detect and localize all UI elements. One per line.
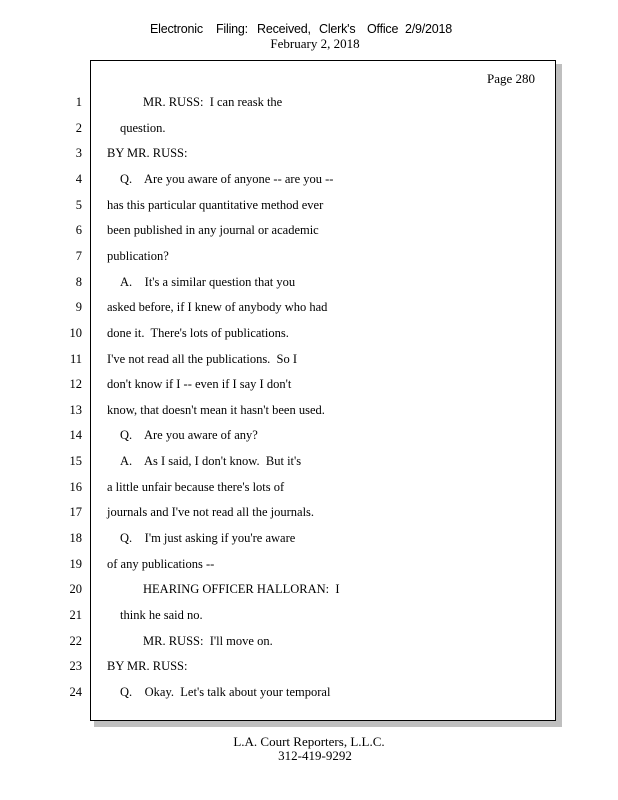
line-text: don't know if I -- even if I say I don't bbox=[107, 377, 292, 392]
line-number: 22 bbox=[69, 633, 82, 648]
transcript-line bbox=[0, 300, 560, 318]
page-number: Page 280 bbox=[487, 71, 536, 86]
line-number: 7 bbox=[75, 248, 82, 263]
line-text: A. It's a similar question that you bbox=[120, 274, 296, 289]
transcript-line bbox=[0, 659, 560, 677]
line-text: has this particular quantitative method ever bbox=[107, 197, 324, 212]
filing-header-date: 2/9/2018 bbox=[405, 22, 453, 36]
line-text: question. bbox=[120, 120, 166, 135]
filing-header-received: Received, bbox=[257, 22, 311, 36]
line-number: 20 bbox=[69, 582, 82, 597]
line-text: of any publications -- bbox=[107, 556, 215, 571]
line-text: know, that doesn't mean it hasn't been used. bbox=[107, 402, 325, 417]
footer-phone: 312-419-9292 bbox=[278, 748, 352, 763]
transcript-line bbox=[0, 531, 560, 549]
transcript-line bbox=[0, 557, 560, 575]
line-text: Q. I'm just asking if you're aware bbox=[120, 531, 296, 545]
line-number: 9 bbox=[75, 300, 82, 315]
transcript-line bbox=[0, 172, 560, 190]
line-text: journals and I've not read all the journals. bbox=[107, 505, 315, 520]
filing-header-electronic: Electronic bbox=[150, 22, 203, 36]
line-text: HEARING OFFICER HALLORAN: I bbox=[143, 582, 340, 597]
transcript-line bbox=[0, 608, 560, 626]
line-text: Q. Okay. Let's talk about your temporal bbox=[120, 684, 331, 699]
line-text: think he said no. bbox=[120, 608, 203, 622]
line-number: 1 bbox=[75, 95, 82, 109]
filing-header-filing: Filing: bbox=[216, 22, 248, 36]
line-number: 4 bbox=[75, 171, 82, 186]
transcript-line bbox=[0, 454, 560, 472]
line-text: BY MR. RUSS: bbox=[107, 659, 188, 674]
line-text: MR. RUSS: I can reask the bbox=[143, 95, 283, 109]
line-number: 15 bbox=[69, 454, 82, 469]
line-text: I've not read all the publications. So I bbox=[107, 351, 298, 366]
line-text: MR. RUSS: I'll move on. bbox=[143, 633, 273, 648]
line-text: been published in any journal or academic bbox=[107, 223, 319, 238]
line-text: asked before, if I knew of anybody who had bbox=[107, 300, 328, 315]
line-number: 3 bbox=[75, 146, 82, 161]
line-number: 23 bbox=[69, 659, 82, 674]
line-number: 6 bbox=[75, 223, 82, 238]
line-number: 5 bbox=[75, 197, 82, 212]
line-number: 17 bbox=[69, 505, 82, 520]
transcript-line bbox=[0, 121, 560, 139]
transcript-line bbox=[0, 685, 560, 703]
transcript-line bbox=[0, 275, 560, 293]
transcript-line bbox=[0, 403, 560, 421]
line-text: done it. There's lots of publications. bbox=[107, 325, 289, 340]
filing-header-clerks: Clerk's bbox=[319, 22, 356, 36]
line-text: BY MR. RUSS: bbox=[107, 146, 188, 161]
transcript-line bbox=[0, 326, 560, 344]
line-number: 11 bbox=[69, 351, 82, 366]
line-text: Q. Are you aware of anyone -- are you -- bbox=[120, 171, 334, 186]
line-text: a little unfair because there's lots of bbox=[107, 479, 285, 494]
transcript-line bbox=[0, 198, 560, 216]
transcript-line bbox=[0, 249, 560, 267]
line-number: 18 bbox=[69, 531, 82, 545]
line-number: 13 bbox=[69, 402, 82, 417]
line-number: 14 bbox=[69, 428, 82, 443]
transcript-line bbox=[0, 480, 560, 498]
transcript-line bbox=[0, 634, 560, 652]
line-text: Q. Are you aware of any? bbox=[120, 428, 258, 443]
line-text: publication? bbox=[107, 248, 169, 263]
line-number: 10 bbox=[69, 325, 82, 340]
filing-header-office: Office bbox=[367, 22, 399, 36]
line-number: 19 bbox=[69, 556, 82, 571]
line-text: A. As I said, I don't know. But it's bbox=[120, 454, 302, 469]
line-number: 21 bbox=[69, 608, 82, 622]
transcript-line bbox=[0, 223, 560, 241]
line-number: 16 bbox=[69, 479, 82, 494]
transcript-line bbox=[0, 146, 560, 164]
transcript-line bbox=[0, 352, 560, 370]
transcript-line bbox=[0, 95, 560, 113]
transcript-line bbox=[0, 582, 560, 600]
footer-company: L.A. Court Reporters, L.L.C. bbox=[233, 734, 385, 749]
line-number: 8 bbox=[75, 274, 82, 289]
line-number: 12 bbox=[69, 377, 82, 392]
line-number: 24 bbox=[69, 684, 82, 699]
transcript-line bbox=[0, 428, 560, 446]
transcript-line bbox=[0, 505, 560, 523]
transcript-line bbox=[0, 377, 560, 395]
line-number: 2 bbox=[75, 120, 82, 135]
filed-date: February 2, 2018 bbox=[270, 36, 360, 51]
